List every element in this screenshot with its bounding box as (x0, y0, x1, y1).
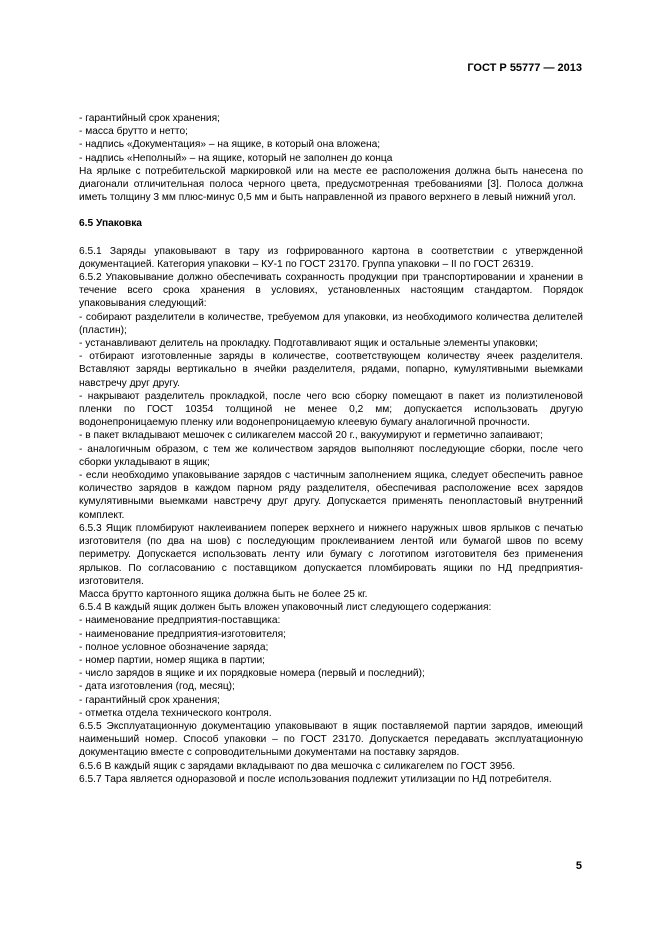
list-item: - дата изготовления (год, месяц); (79, 681, 235, 693)
list-item: - надпись «Неполный» – на ящике, который не заполнен до конца (79, 152, 393, 164)
list-item: - полное условное обозначение заряда; (79, 641, 269, 653)
paragraph: - если необходимо упаковывание зарядов с частичным заполнением ящика, следует обеспечить равное количество зарядов в каждом парном ряду разделителя, обеспечивая расположение всех зарядов кумулятивными выемками навстречу друг другу. Допускается применять пенопластовый внутренний комплект. (79, 470, 583, 521)
paragraph: - в пакет вкладывают мешочек с силикагелем массой 20 г., вакуумируют и герметично запаивают; (79, 430, 543, 442)
list-item: - масса брутто и нетто; (79, 126, 188, 138)
paragraph: 6.5.7 Тара является одноразовой и после использования подлежит утилизации по НД потребителя. (79, 773, 552, 785)
paragraph: Масса брутто картонного ящика должна быть не более 25 кг. (79, 588, 368, 600)
paragraph: 6.5.2 Упаковывание должно обеспечивать сохранность продукции при транспортировании и хранении в течение всего срока хранения в условиях, установленных настоящим стандартом. Порядок упаковывания следующий: (79, 272, 583, 310)
list-item: - номер партии, номер ящика в партии; (79, 654, 265, 666)
list-item: - наименование предприятия-изготовителя; (79, 628, 286, 640)
list-item: - отметка отдела технического контроля. (79, 707, 272, 719)
paragraph: - накрывают разделитель прокладкой, после чего всю сборку помещают в пакет из полиэтиленовой пленки по ГОСТ 10354 толщиной не менее 0,2 мм; допускается использовать другую водонепроницаемую пленку или водонепроницаемую клеевую бумагу аналогичной прочности. (79, 390, 583, 429)
paragraph: 6.5.6 В каждый ящик с зарядами вкладывают по два мешочка с силикагелем по ГОСТ 3956. (79, 760, 516, 772)
list-item: - гарантийный срок хранения; (79, 113, 220, 124)
list-item: - гарантийный срок хранения; (79, 694, 220, 706)
paragraph: 6.5.1 Заряды упаковывают в тару из гофрированного картона в соответствии с утвержденной документацией. Категория упаковки – КУ-1 по ГОСТ 23170. Группа упаковки – II по ГОСТ 26319. (79, 245, 583, 270)
paragraph: - аналогичным образом, с тем же количеством зарядов выполняют последующие сборки, после чего сборки укладывают в ящик; (79, 443, 583, 468)
paragraph: - собирают разделители в количестве, требуемом для упаковки, из необходимого количества делителей (пластин); (79, 311, 583, 336)
paragraph-marking-stripe: На ярлыке с потребительской маркировкой или на месте ее расположения должна быть нанесена по диагонали отличительная полоса черного цвета, предусмотренная требованиями [3]. Полоса должна иметь толщину 3 мм плюс-минус 0,5 мм и быть направленной из правого верхнего в левый нижний угол. (79, 165, 583, 204)
paragraph: - отбирают изготовленные заряды в количестве, соответствующем количеству ячеек разделителя. Вставляют заряды вертикально в ячейки разделителя, рядами, попарно, кумулятивными выемками навстречу друг другу. (79, 351, 583, 389)
paragraph: 6.5.3 Ящик пломбируют наклеиванием поперек верхнего и нижнего наружных швов ярлыков с печатью изготовителя (по два на шов) с последующим проклеиванием лентой или бумагой швов по всему периметру. Допускается использовать ленту или бумагу с логотипом изготовителя без применения ярлыков. По согласованию с поставщиком допускается пломбировать ящики по НД предприятия-изготовителя. (79, 522, 583, 587)
paragraph: 6.5.4 В каждый ящик должен быть вложен упаковочный лист следующего содержания: (79, 602, 492, 614)
section-heading: 6.5 Упаковка (79, 218, 142, 230)
document-body (79, 112, 583, 786)
list-item: - наименование предприятия-поставщика: (79, 615, 281, 627)
page-number: 5 (575, 860, 582, 872)
list-item: - надпись «Документация» – на ящике, в который она вложена; (79, 139, 381, 151)
paragraph: 6.5.5 Эксплуатационную документацию упаковывают в ящик поставляемой партии зарядов, имеющий наименьший номер. Способ упаковки – по ГОСТ 23170. Допускается передавать эксплуатационную документацию вместе с сопроводительными документами на поставку зарядов. (79, 720, 583, 759)
paragraph: - устанавливают делитель на прокладку. Подготавливают ящик и остальные элементы упаковки; (79, 338, 538, 350)
document-header: ГОСТ Р 55777 — 2013 (467, 62, 582, 74)
list-item: - число зарядов в ящике и их порядковые номера (первый и последний); (79, 668, 425, 680)
